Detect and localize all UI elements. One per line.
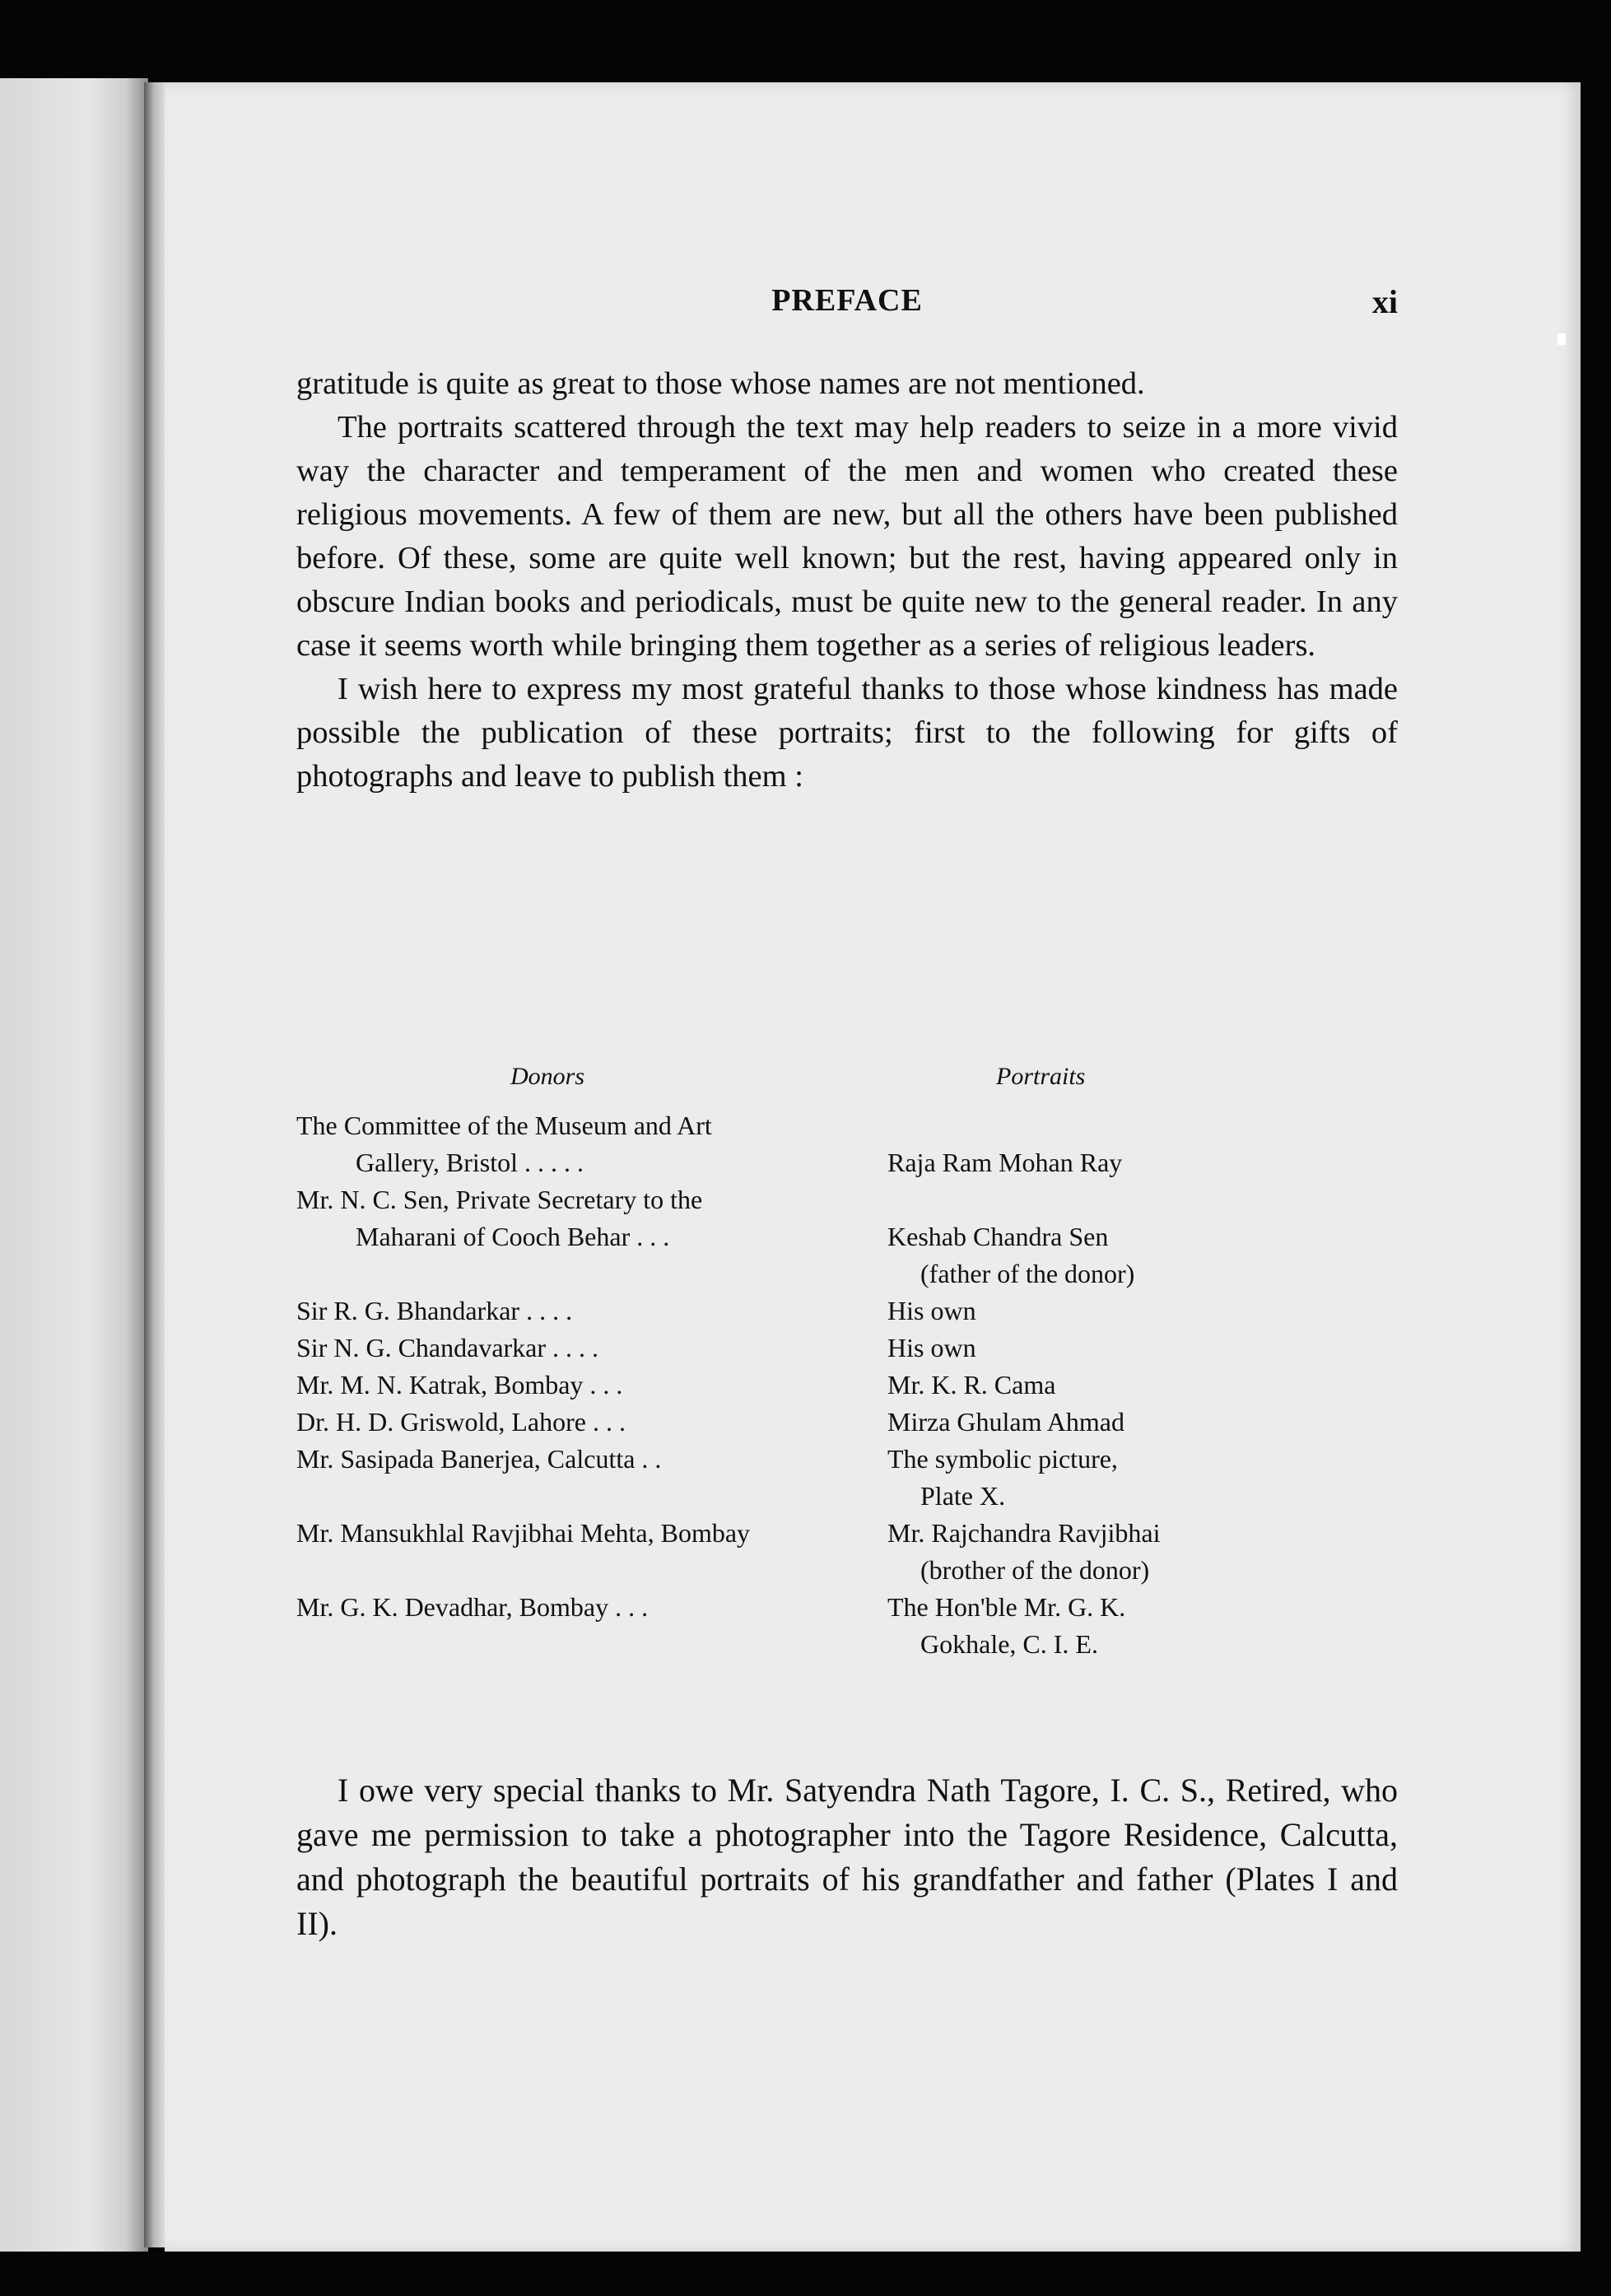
portrait-cell (887, 1367, 1398, 1404)
portrait-cell (887, 1441, 1398, 1515)
running-head (296, 282, 1398, 324)
table-row (296, 1441, 1398, 1515)
table-row (296, 1367, 1398, 1404)
portrait-name: Mirza Ghulam Ahmad (887, 1407, 1124, 1437)
body-text (296, 362, 1398, 799)
donor-cell (296, 1515, 864, 1552)
donor-cell (296, 1441, 864, 1478)
portrait-note: Gokhale, C. I. E. (920, 1629, 1098, 1659)
table-row (296, 1515, 1398, 1589)
portrait-note: (father of the donor) (920, 1259, 1135, 1288)
closing-text (296, 1768, 1398, 1946)
portrait-name: The Hon'ble Mr. G. K. (887, 1592, 1126, 1622)
donor-cell (296, 1404, 864, 1441)
book-page (165, 82, 1581, 2252)
donor-name-continued: Gallery, Bristol . . . . . (356, 1148, 584, 1177)
scan-artifact (1557, 333, 1566, 345)
donors-portraits-table (296, 1058, 1398, 1663)
portrait-name: The symbolic picture, (887, 1444, 1118, 1474)
table-row (296, 1181, 1398, 1292)
portrait-note: Plate X. (920, 1481, 1006, 1511)
donor-cell (296, 1107, 864, 1181)
donor-name: Mr. G. K. Devadhar, Bombay . . . (296, 1592, 649, 1622)
donor-name: Dr. H. D. Griswold, Lahore . . . (296, 1407, 626, 1437)
donor-name: Sir N. G. Chandavarkar . . . . (296, 1333, 599, 1362)
portraits-heading: Portraits (996, 1063, 1086, 1090)
table-body (296, 1107, 1398, 1663)
table-row (296, 1292, 1398, 1330)
page-title: PREFACE (771, 283, 923, 318)
portrait-name: His own (887, 1296, 976, 1325)
table-row (296, 1107, 1398, 1181)
paragraph-portraits: The portraits scattered through the text may help readers to seize in a more vivid way the character and temperament of the men and women who created these religious movements. A few of them are new, but all the others have been published before. Of these, some are quite well known; but the rest, having appeared only in obscure Indian books and periodicals, must be quite new to the general reader. In any case it seems worth while bringing them together as a series of religious leaders. (296, 410, 1398, 663)
donor-name: Mr. M. N. Katrak, Bombay . . . (296, 1370, 623, 1399)
donor-cell (296, 1589, 864, 1626)
portrait-name: Mr. K. R. Cama (887, 1370, 1056, 1399)
paragraph-tagore: I owe very special thanks to Mr. Satyendra Nath Tagore, I. C. S., Retired, who gave me permission to take a photographer into the Tagore Residence, Calcutta, and photograph the beautiful portraits of his grandfather and father (Plates I and II). (296, 1772, 1398, 1942)
facing-page-edge (0, 78, 148, 2252)
table-header (296, 1058, 1398, 1107)
table-row (296, 1404, 1398, 1441)
paragraph-continuation: gratitude is quite as great to those whose names are not mentioned. (296, 366, 1145, 401)
table-row (296, 1330, 1398, 1367)
portrait-cell (887, 1515, 1398, 1589)
donor-cell (296, 1181, 864, 1255)
portrait-cell (887, 1218, 1398, 1292)
donor-cell (296, 1292, 864, 1330)
portrait-name: Mr. Rajchandra Ravjibhai (887, 1518, 1161, 1548)
donor-name: Mr. N. C. Sen, Private Secretary to the (296, 1185, 703, 1214)
portrait-cell (887, 1144, 1398, 1181)
table-row (296, 1589, 1398, 1663)
donor-name: Mr. Mansukhlal Ravjibhai Mehta, Bombay (296, 1518, 751, 1548)
portrait-name: Keshab Chandra Sen (887, 1222, 1109, 1251)
donor-cell (296, 1330, 864, 1367)
donor-name-continued: Maharani of Cooch Behar . . . (356, 1222, 670, 1251)
donors-heading: Donors (510, 1063, 585, 1090)
portrait-cell (887, 1292, 1398, 1330)
portrait-name: Raja Ram Mohan Ray (887, 1148, 1123, 1177)
donor-cell (296, 1367, 864, 1404)
paragraph-thanks: I wish here to express my most grateful thanks to those whose kindness has made possible the publication of these portraits; first to the following for gifts of photographs and leave to publish them : (296, 672, 1398, 794)
portrait-note: (brother of the donor) (920, 1555, 1150, 1585)
portrait-cell (887, 1330, 1398, 1367)
donor-name: Sir R. G. Bhandarkar . . . . (296, 1296, 573, 1325)
donor-name: Mr. Sasipada Banerjea, Calcutta . . (296, 1444, 662, 1474)
donor-name: The Committee of the Museum and Art (296, 1111, 712, 1140)
page-number: xi (1371, 283, 1398, 320)
portrait-cell (887, 1404, 1398, 1441)
portrait-name: His own (887, 1333, 976, 1362)
portrait-cell (887, 1589, 1398, 1663)
